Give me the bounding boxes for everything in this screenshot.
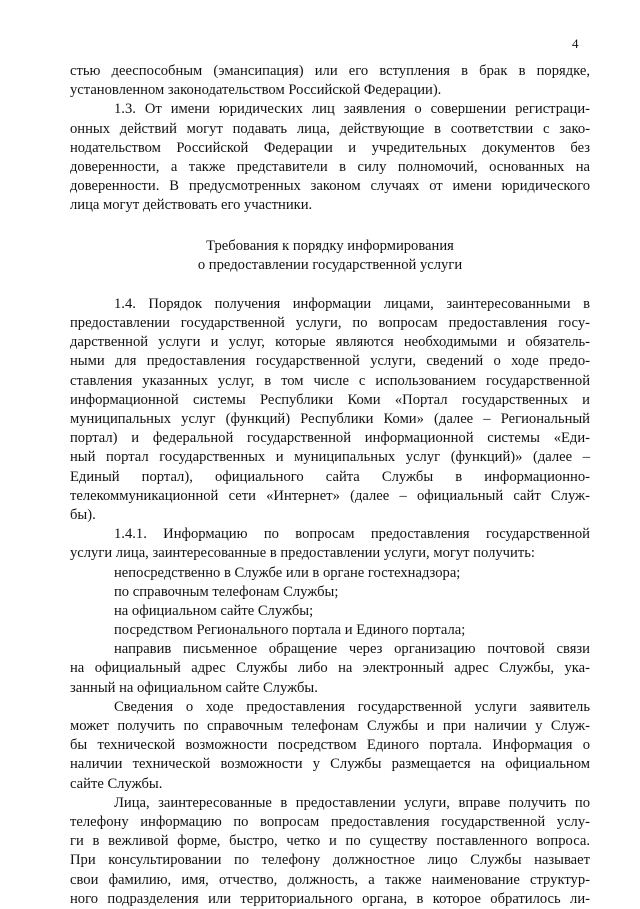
paragraph xyxy=(70,698,590,794)
text-line: телефону информацию по вопросам предоставления государственной услу- xyxy=(70,813,590,830)
text-line: посредством Регионального портала и Единого портала; xyxy=(114,622,466,639)
text-line: телекоммуникационной сети «Интернет» (далее – официальный сайт Служ- xyxy=(70,487,590,504)
text-line: доверенности. В предусмотренных законом случаях от имени юридического xyxy=(70,178,590,195)
spacer xyxy=(70,275,590,295)
paragraph xyxy=(70,525,590,698)
document-body xyxy=(70,62,590,909)
text-line: ного подразделения или территориального органа, в которое обратилось ли- xyxy=(70,890,590,907)
spacer xyxy=(70,216,590,237)
text-line: на официальный адрес Службы либо на электронный адрес Службы, ука- xyxy=(70,660,590,677)
text-line: услуги лица, заинтересованные в предоставлении услуги, могут получить: xyxy=(70,545,535,562)
paragraph xyxy=(70,794,590,909)
text-line: Единый портал), официального сайта Службы в информационно- xyxy=(70,468,590,485)
text-line: Сведения о ходе предоставления государственной услуги заявитель xyxy=(114,698,590,715)
text-line: муниципальных услуг (функций) Республики Коми» (далее – Региональный xyxy=(70,411,590,427)
paragraph xyxy=(70,62,590,100)
section-heading-line: о предоставлении государственной услуги xyxy=(197,256,463,273)
text-line: 1.4.1. Информацию по вопросам предоставления государственной xyxy=(114,526,590,543)
text-line: нодательством Российской Федерации и учредительных документов без xyxy=(70,139,590,156)
paragraph xyxy=(70,237,590,275)
paragraph xyxy=(70,100,590,215)
text-line: лица могут действовать его участники. xyxy=(70,197,313,214)
text-line: информационной системы Республики Коми «Портал государственных и xyxy=(70,391,590,408)
text-line: Лица, заинтересованные в предоставлении услуги, вправе получить по xyxy=(114,794,590,811)
page-number: 4 xyxy=(572,36,579,51)
text-line: бы). xyxy=(70,506,96,523)
text-line: ными для предоставления государственной услуги, сведений о ходе предо- xyxy=(70,353,590,370)
text-line: направив письменное обращение через организацию почтовой связи xyxy=(114,641,590,658)
text-line: предоставлении государственной услуги, по вопросам предоставления госу- xyxy=(70,315,590,332)
text-line: дарственной услуги и услуг, которые являются необходимыми и обязатель- xyxy=(70,334,590,351)
text-line: по справочным телефонам Службы; xyxy=(114,583,339,600)
text-line: бы технической возможности посредством Единого портала. Информация о xyxy=(70,737,590,754)
text-line: сайте Службы. xyxy=(70,775,163,792)
text-line: наличии технической возможности у Службы размещается на официальном xyxy=(70,756,590,773)
text-line: При консультировании по телефону должностное лицо Службы называет xyxy=(70,852,590,869)
text-line: ный портал государственных и муниципальных услуг (функций)» (далее – xyxy=(70,449,590,466)
section-heading-line: Требования к порядку информирования xyxy=(206,237,454,254)
text-line: на официальном сайте Службы; xyxy=(114,602,314,619)
text-line: непосредственно в Службе или в органе гостехнадзора; xyxy=(114,564,461,581)
text-line: ги в вежливой форме, быстро, четко и по существу поставленного вопроса. xyxy=(70,833,590,850)
text-line: свои фамилию, имя, отчество, должность, а также наименование структур- xyxy=(70,871,590,888)
text-line: 1.4. Порядок получения информации лицами, заинтересованными в xyxy=(114,295,590,312)
text-line: онных действий могут подавать лица, действующие в соответствии с зако- xyxy=(70,120,590,137)
text-line: портал) и федеральной государственной информационной системы «Еди- xyxy=(70,430,590,447)
text-line: 1.3. От имени юридических лиц заявления о совершении регистраци- xyxy=(114,101,590,118)
text-line: доверенности, а также представители в силу полномочий, основанных на xyxy=(70,158,590,175)
paragraph xyxy=(70,295,590,525)
text-line: стью дееспособным (эмансипация) или его вступления в брак в порядке, xyxy=(70,63,590,79)
text-line: занный на официальном сайте Службы. xyxy=(70,679,318,696)
text-line: ставления указанных услуг, в том числе с использованием государственной xyxy=(70,372,590,389)
text-line: установленном законодательством Российской Федерации). xyxy=(70,82,442,99)
text-line: может получить по справочным телефонам Службы и при наличии у Служ- xyxy=(70,718,590,734)
